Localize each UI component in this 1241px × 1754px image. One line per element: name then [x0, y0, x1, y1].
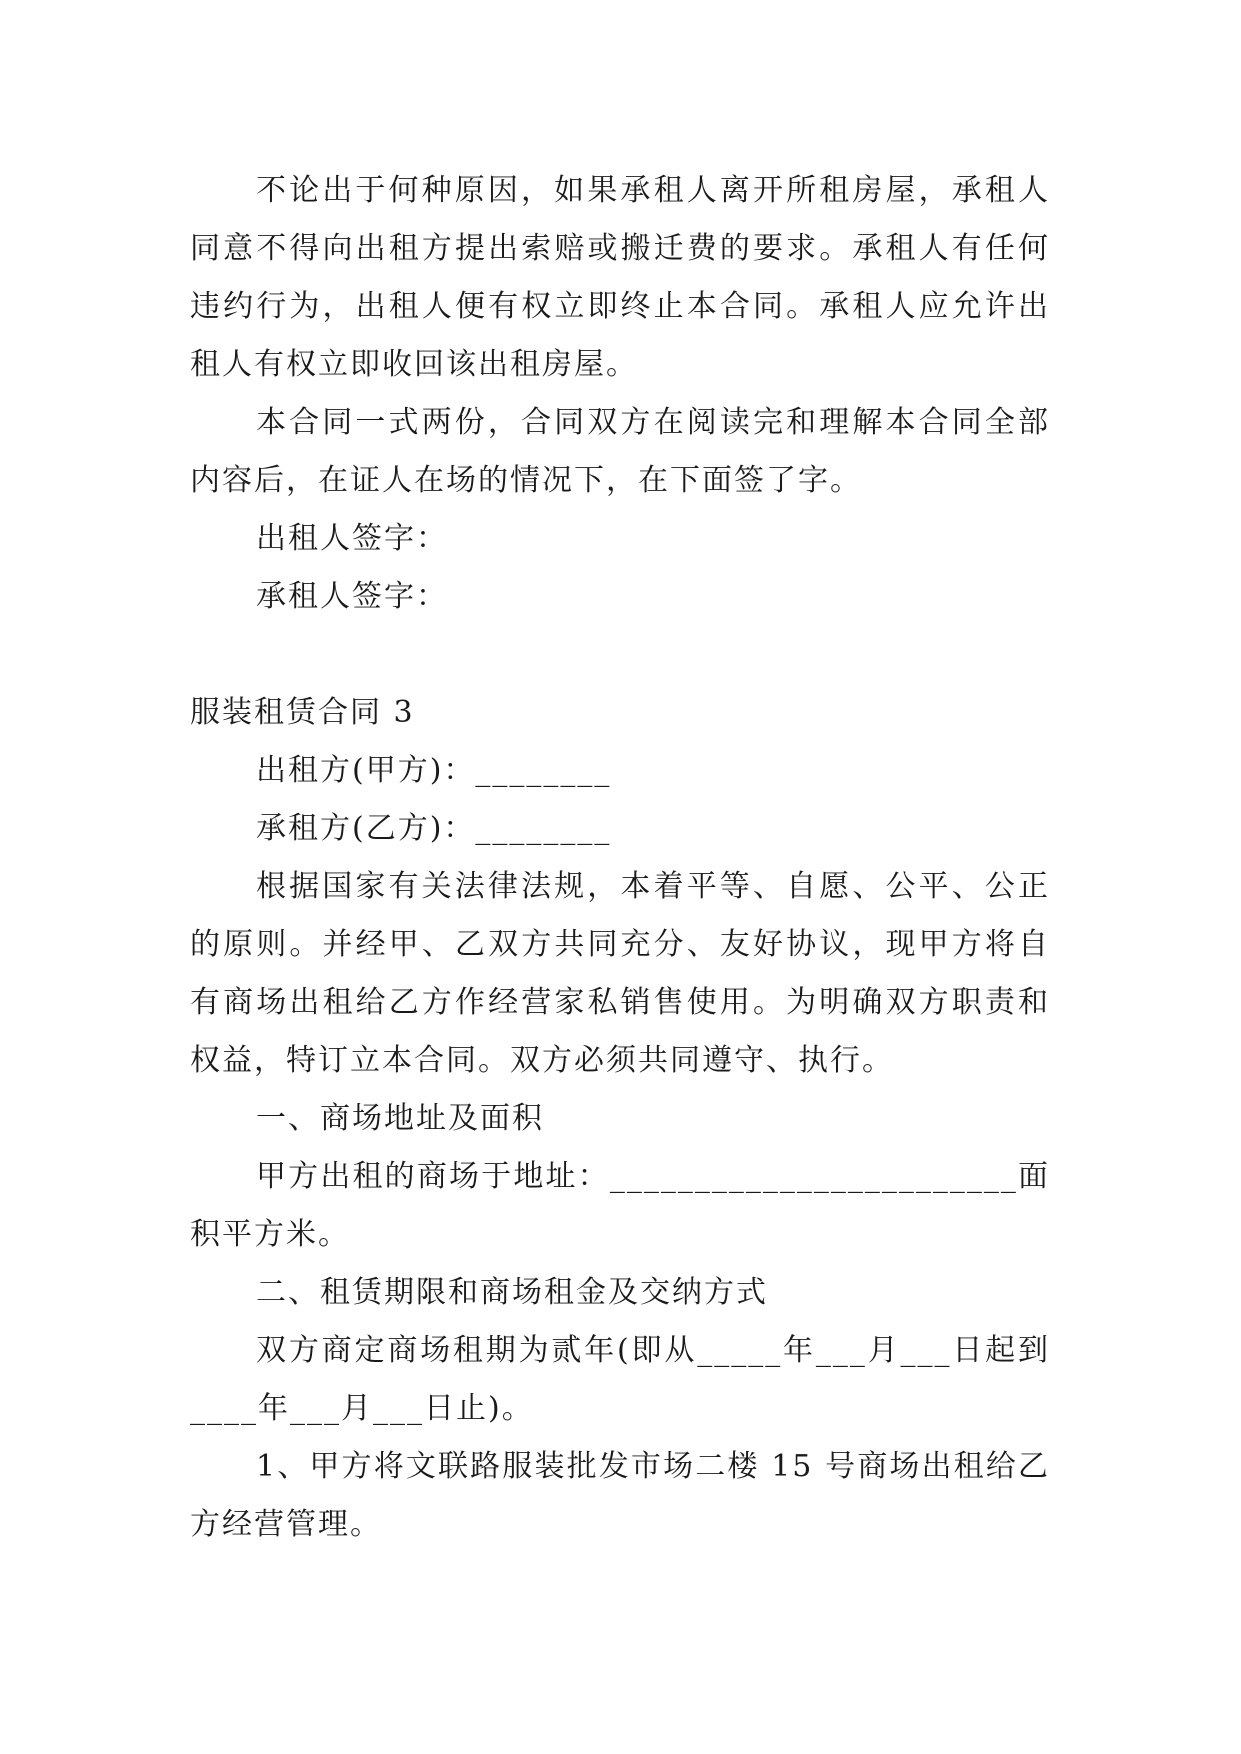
- preamble-paragraph: 根据国家有关法律法规，本着平等、自愿、公平、公正的原则。并经甲、乙双方共同充分、友好协议，现甲方将自有商场出租给乙方作经营家私销售使用。为明确双方职责和权益，特订立本合同。双方必须共同遵守、执行。: [190, 869, 1050, 1078]
- lessee-signature-line: 承租人签字：: [256, 579, 448, 614]
- heading-address-area: 一、商场地址及面积: [256, 1101, 544, 1136]
- document-body: [190, 162, 1050, 1554]
- address-area-paragraph: 甲方出租的商场于地址：________________________面积平方米。: [190, 1159, 1050, 1252]
- party-b-line: 承租方(乙方)：________: [256, 811, 612, 846]
- lease-term-paragraph: 双方商定商场租期为贰年(即从_____年___月___日起到____年___月___日止)。: [190, 1333, 1050, 1426]
- paragraph-no-compensation-clause: 不论出于何种原因，如果承租人离开所租房屋，承租人同意不得向出租方提出索赔或搬迁费的要求。承租人有任何违约行为，出租人便有权立即终止本合同。承租人应允许出租人有权立即收回该出租房屋。: [190, 173, 1050, 382]
- heading-term-rent: 二、租赁期限和商场租金及交纳方式: [256, 1275, 768, 1310]
- party-a-line: 出租方(甲方)：________: [256, 753, 612, 788]
- paragraph-copies-clause: 本合同一式两份，合同双方在阅读完和理解本合同全部内容后，在证人在场的情况下，在下面签了字。: [190, 405, 1050, 498]
- clause-1-paragraph: 1、甲方将文联路服装批发市场二楼 15 号商场出租给乙方经营管理。: [190, 1449, 1050, 1542]
- section-title: 服装租赁合同 3: [190, 695, 415, 730]
- section-spacer: [190, 626, 1050, 684]
- lessor-signature-line: 出租人签字：: [256, 521, 448, 556]
